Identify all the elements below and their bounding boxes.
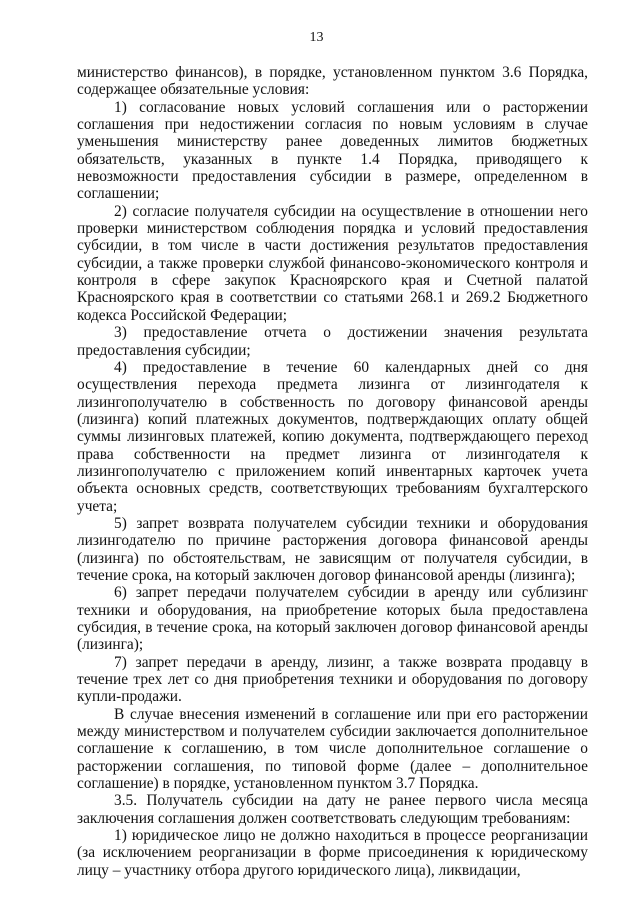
paragraph-condition-4: 4) предоставление в течение 60 календарных дней со дня осуществления перехода предмета лизинга от лизингодателя к лизингополучателю в собственность по договору финансовой аренды (лизинга) копий платежных документов, подтверждающих оплату общей суммы лизинговых платежей, копию документа, подтверждающего переход права собственности на предмет лизинга от лизингодателя к лизингополучателю с приложением копий инвентарных карточек учета объекта основных средств, соответствующих требованиям бухгалтерского учета; — [77, 358, 588, 515]
paragraph-condition-3: 3) предоставление отчета о достижении значения результата предоставления субсидии; — [77, 324, 588, 359]
page-number: 13 — [309, 30, 324, 45]
paragraph-requirement-1: 1) юридическое лицо не должно находиться в процессе реорганизации (за исключением реорганизации в форме присоединения к юридическому лицу – участнику отбора другого юридического лица), ликвидации, — [77, 827, 588, 879]
paragraph-condition-2: 2) согласие получателя субсидии на осуществление в отношении него проверки министерством соблюдения порядка и условий предоставления субсидии, в том числе в части достижения результатов предоставления субсидии, а также проверки службой финансово-экономического контроля и контроля в сфере закупок Красноярского края и Счетной палатой Красноярского края в соответствии со статьями 268.1 и 269.2 Бюджетного кодекса Российской Федерации; — [77, 202, 588, 324]
paragraph-section-3-5: 3.5. Получатель субсидии на дату не ранее первого числа месяца заключения соглашения должен соответствовать следующим требованиям: — [77, 792, 588, 827]
paragraph-condition-5: 5) запрет возврата получателем субсидии техники и оборудования лизингодателю по причине расторжения договора финансовой аренды (лизинга) по обстоятельствам, не зависящим от получателя субсидии, в течение срока, на который заключен договор финансовой аренды (лизинга); — [77, 514, 588, 584]
paragraph-amendment: В случае внесения изменений в соглашение или при его расторжении между министерством и получателем субсидии заключается дополнительное соглашение к соглашению, в том числе дополнительное соглашение о расторжении соглашения, по типовой форме (далее – дополнительное соглашение) в порядке, установленном пунктом 3.7 Порядка. — [77, 705, 588, 793]
paragraph-intro-continuation: министерство финансов), в порядке, установленном пунктом 3.6 Порядка, содержащее обязательные условия: — [77, 64, 588, 99]
paragraph-condition-6: 6) запрет передачи получателем субсидии в аренду или сублизинг техники и оборудования, на приобретение которых была предоставлена субсидия, в течение срока, на который заключен договор финансовой аренды (лизинга); — [77, 584, 588, 654]
paragraph-condition-1: 1) согласование новых условий соглашения или о расторжении соглашения при недостижении согласия по новым условиям в случае уменьшения министерству ранее доведенных лимитов бюджетных обязательств, указанных в пункте 1.4 Порядка, приводящего к невозможности предоставления субсидии в размере, определенном в соглашении; — [77, 98, 588, 203]
paragraph-condition-7: 7) запрет передачи в аренду, лизинг, а также возврата продавцу в течение трех лет со дня приобретения техники и оборудования по договору купли-продажи. — [77, 653, 588, 706]
document-body — [77, 64, 588, 879]
